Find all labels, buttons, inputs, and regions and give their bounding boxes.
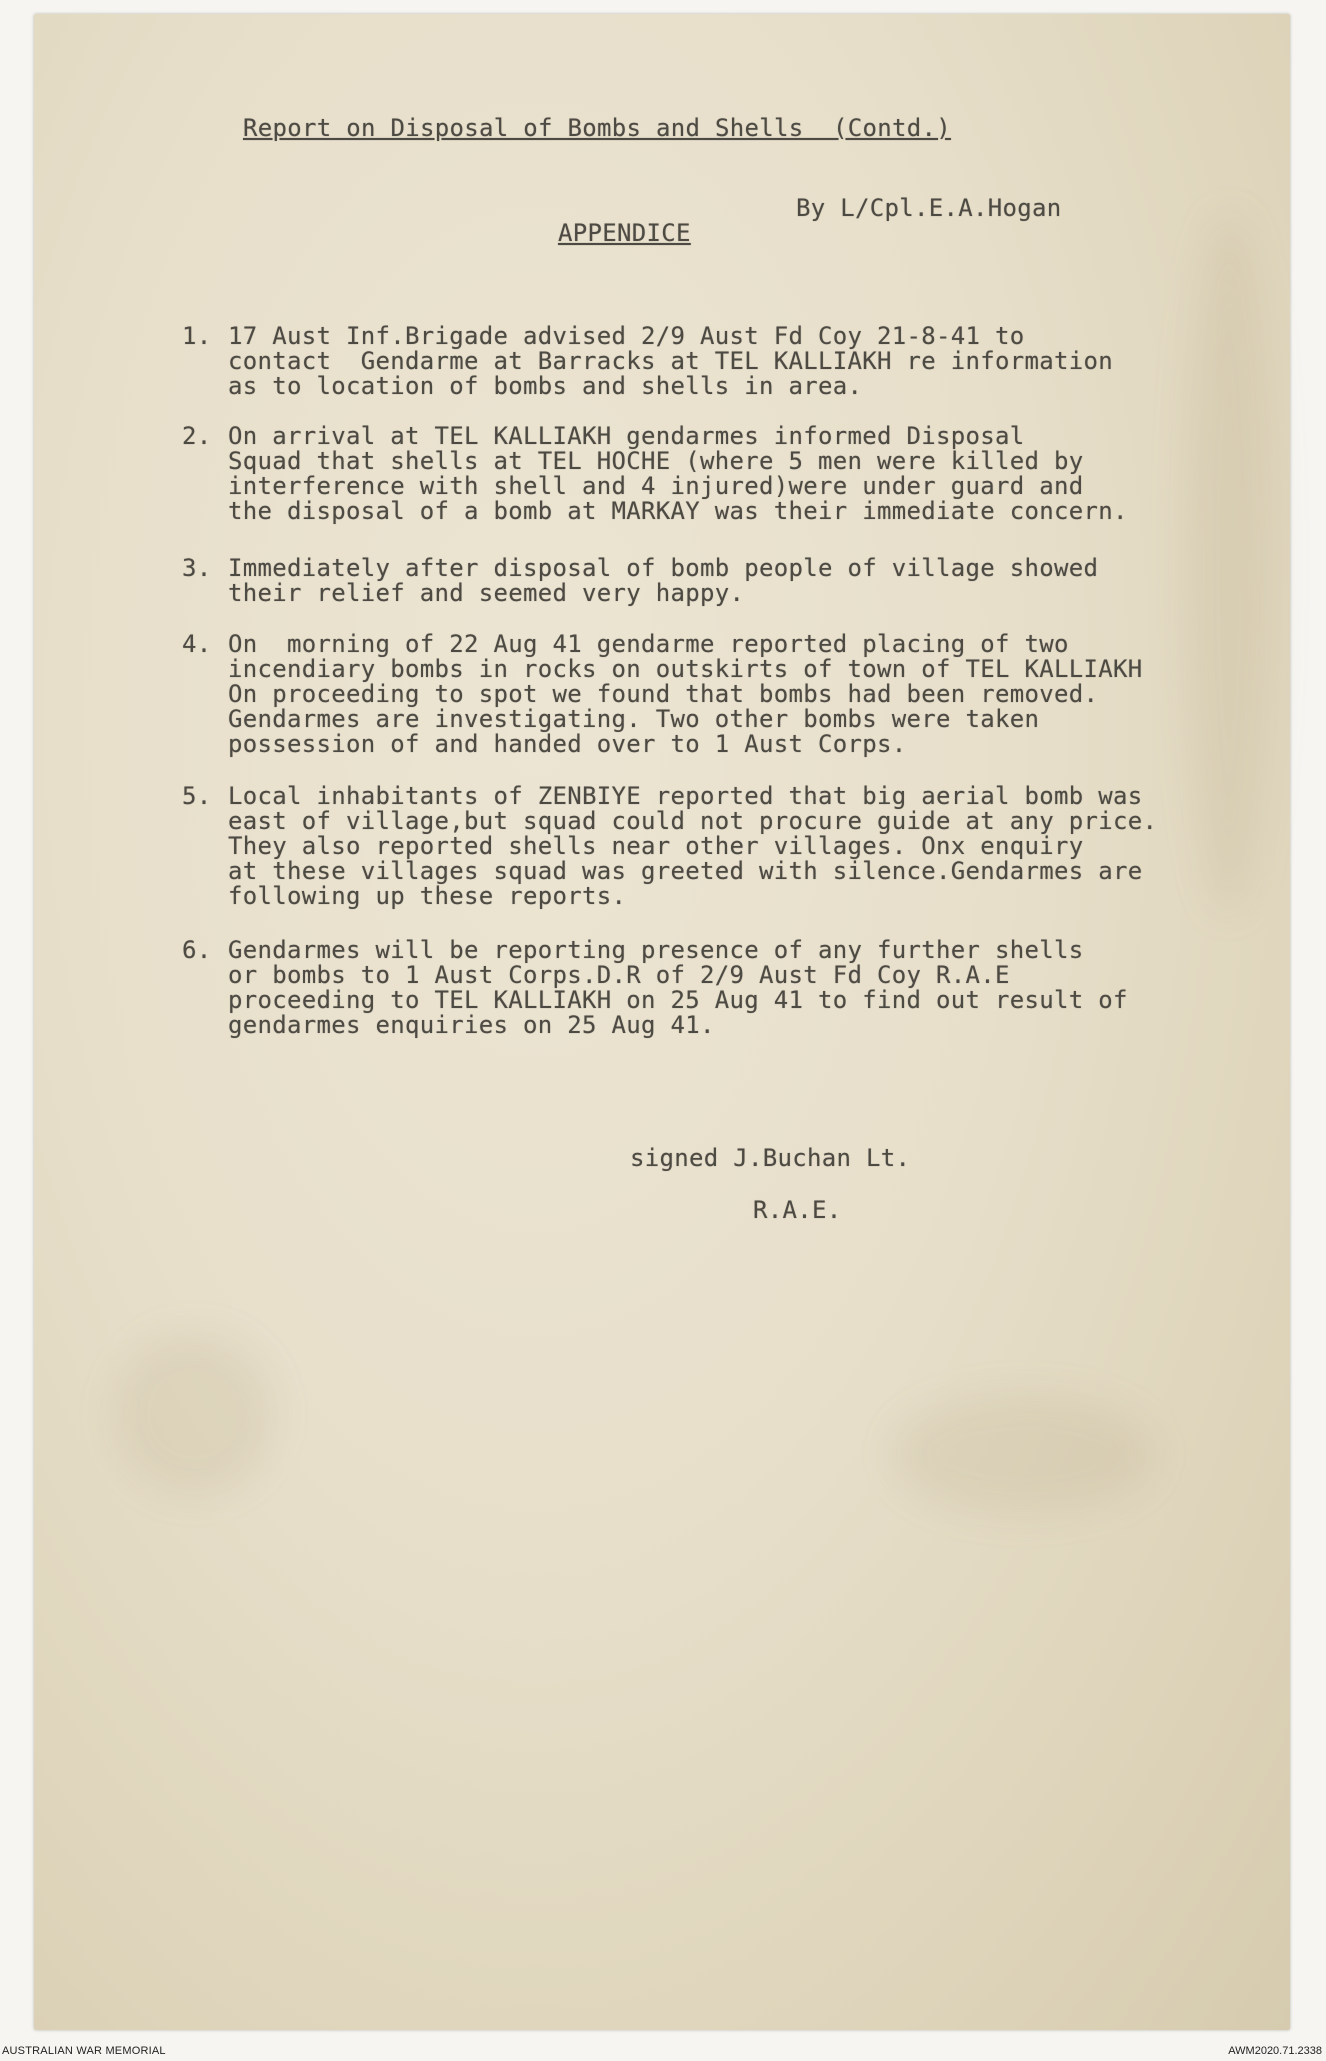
appendices-heading (499, 196, 691, 271)
paragraph-line: gendarmes enquiries on 25 Aug 41. (228, 1011, 715, 1039)
paragraph-line: possession of and handed over to 1 Aust Corps. (228, 730, 907, 758)
paragraph-body (228, 556, 1098, 606)
paragraph-line: as to location of bombs and shells in area. (228, 372, 863, 400)
paragraph-line: Immediately after disposal of bomb people of village showed (228, 554, 1099, 582)
paragraph-line: proceeding to TEL KALLIAKH on 25 Aug 41 to find out result of (228, 986, 1128, 1014)
paragraph-line: Gendarmes are investigating. Two other bombs were taken (228, 705, 1040, 733)
paragraph-line: Gendarmes will be reporting presence of any further shells (228, 936, 1084, 964)
footer-accession-number: AWM2020.71.2338 (1228, 2045, 1322, 2057)
footer-institution: AUSTRALIAN WAR MEMORIAL (2, 2045, 166, 2057)
paragraph-line: 17 Aust Inf.Brigade advised 2/9 Aust Fd Coy 21-8-41 to (228, 322, 1025, 350)
paper-stain (894, 1394, 1154, 1514)
paragraph-line: Local inhabitants of ZENBIYE reported that big aerial bomb was (228, 782, 1143, 810)
paragraph-line: On arrival at TEL KALLIAKH gendarmes informed Disposal (228, 422, 1025, 450)
paragraph-line: or bombs to 1 Aust Corps.D.R of 2/9 Aust Fd Coy R.A.E (228, 961, 1010, 989)
paragraph-number: 5. (182, 782, 212, 810)
paragraph-body (228, 424, 1128, 524)
paragraph-number: 6. (182, 936, 212, 964)
paragraph-line: east of village,but squad could not procure guide at any price. (228, 807, 1158, 835)
paragraph-line: contact Gendarme at Barracks at TEL KALLIAKH re information (228, 347, 1113, 375)
paragraph-body (228, 784, 1157, 909)
paragraph-1 (182, 324, 1113, 399)
paragraph-5 (182, 784, 1157, 909)
paragraph-line: They also reported shells near other villages. Onx enquiry (228, 832, 1084, 860)
unit-line: R.A.E. (753, 1196, 842, 1224)
paragraph-3 (182, 556, 1098, 606)
paragraph-2 (182, 424, 1128, 524)
paragraph-4 (182, 632, 1142, 757)
paragraph-line: at these villages squad was greeted with silence.Gendarmes are (228, 857, 1143, 885)
signature-line: signed J.Buchan Lt. (630, 1144, 911, 1172)
paragraph-body (228, 938, 1128, 1038)
paragraph-line: Squad that shells at TEL HOCHE (where 5 men were killed by (228, 447, 1084, 475)
paragraph-line: incendiary bombs in rocks on outskirts of town of TEL KALLIAKH (228, 655, 1143, 683)
paragraph-number: 3. (182, 554, 212, 582)
report-heading: Report on Disposal of Bombs and Shells (Contd.) (243, 114, 951, 142)
paragraph-line: following up these reports. (228, 882, 627, 910)
paragraph-6 (182, 938, 1128, 1038)
author-line: By L/Cpl.E.A.Hogan (796, 194, 1062, 222)
paragraph-body (228, 632, 1142, 757)
paper-stain (1184, 214, 1274, 914)
paragraph-line: On morning of 22 Aug 41 gendarme reported placing of two (228, 630, 1069, 658)
appendices-label: APPENDICE (558, 219, 691, 247)
paragraph-number: 2. (182, 422, 212, 450)
paragraph-number: 4. (182, 630, 212, 658)
paper-stain (114, 1334, 274, 1494)
paragraph-body (228, 324, 1113, 399)
paragraph-number: 1. (182, 322, 212, 350)
paragraph-line: the disposal of a bomb at MARKAY was their immediate concern. (228, 497, 1128, 525)
paragraph-line: On proceeding to spot we found that bombs had been removed. (228, 680, 1099, 708)
paragraph-line: interference with shell and 4 injured)were under guard and (228, 472, 1084, 500)
paragraph-line: their relief and seemed very happy. (228, 579, 745, 607)
